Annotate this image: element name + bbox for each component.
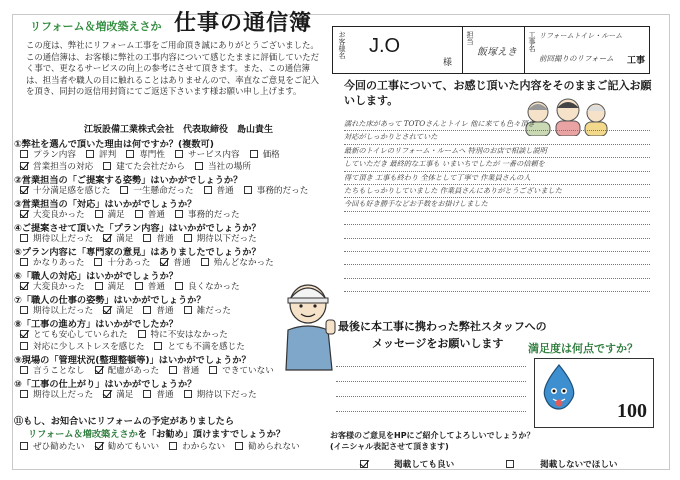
- checkbox[interactable]: [20, 258, 28, 266]
- work-name-2: 前回撮りのリフォーム: [539, 54, 614, 63]
- option[interactable]: [20, 186, 115, 196]
- comment-line: たちもしっかりしていました 作業員さんにありがとうございました: [344, 185, 650, 198]
- checkbox[interactable]: [95, 366, 103, 374]
- comment-lines: [344, 118, 650, 292]
- option-label: わからない: [182, 442, 226, 452]
- option-label: 掲載しても良い: [394, 460, 455, 470]
- worker-illustration-icon: [276, 278, 340, 374]
- checkbox[interactable]: [103, 234, 111, 242]
- option[interactable]: [360, 460, 480, 470]
- option-label: とても不満を感じた: [167, 342, 245, 352]
- question-options: [20, 364, 284, 376]
- checkbox[interactable]: [135, 210, 143, 218]
- q11-text-2: [28, 426, 285, 440]
- option-label: 満足: [107, 210, 125, 220]
- option-label: 満足: [116, 306, 134, 316]
- option-label: 普通: [173, 258, 191, 268]
- comment-line: 得て頂き 工事も終わり 全体として丁寧で 作業員さんの人: [344, 172, 650, 185]
- staff-name: 飯塚えき: [477, 47, 517, 58]
- option-label: 良くなかった: [187, 282, 240, 292]
- staff-line: [336, 352, 526, 367]
- brand-name: リフォーム＆増改築えさか: [30, 20, 162, 33]
- comment-box: [336, 78, 652, 294]
- option-label: 満足: [116, 390, 134, 400]
- option-label: プラン内容: [33, 150, 76, 160]
- header-table: [332, 26, 650, 74]
- checkbox[interactable]: [126, 150, 134, 158]
- staff-cell: [463, 27, 525, 73]
- checkbox[interactable]: [20, 210, 28, 218]
- checkbox[interactable]: [244, 186, 252, 194]
- option-label: とても安心していられた: [33, 330, 128, 340]
- left-column: [8, 6, 328, 450]
- work-name: リフォームトイレ・ルーム: [539, 32, 623, 40]
- option[interactable]: [244, 186, 314, 196]
- comment-line: 対応がしっかりとされていた: [344, 131, 650, 144]
- question-options: [20, 208, 250, 220]
- option[interactable]: [506, 460, 643, 470]
- option-label: 殆んどなかった: [213, 258, 274, 268]
- checkbox[interactable]: [20, 282, 28, 290]
- option[interactable]: [201, 258, 279, 268]
- checkbox[interactable]: [506, 460, 514, 468]
- option[interactable]: [94, 258, 155, 268]
- checkbox[interactable]: [235, 442, 243, 450]
- option-label: 十分満足感を感じた: [33, 186, 111, 196]
- option[interactable]: [169, 366, 204, 376]
- option[interactable]: [86, 150, 121, 160]
- checkbox[interactable]: [95, 442, 103, 450]
- checkbox[interactable]: [160, 258, 168, 266]
- checkbox[interactable]: [175, 150, 183, 158]
- option[interactable]: [195, 162, 256, 172]
- checkbox[interactable]: [360, 460, 368, 468]
- option[interactable]: [20, 442, 90, 452]
- satisfaction-label: 満足度は何点ですか？: [528, 342, 638, 355]
- option[interactable]: [135, 282, 170, 292]
- comment-line: 濡れた床があって TOTOさんとトイレ 他に来ても色々頂き: [344, 118, 650, 131]
- checkbox[interactable]: [143, 306, 151, 314]
- option[interactable]: [138, 330, 233, 340]
- question-9: ⑧「工事の進め方」はいかがでしたか？: [14, 319, 178, 330]
- option-label: 配慮があった: [107, 366, 160, 376]
- work-label: 工事名: [528, 31, 536, 52]
- option[interactable]: [143, 390, 178, 400]
- option-label: サービス内容: [187, 150, 240, 160]
- question-12: ⑩「工事の仕上がり」はいかがでしょうか？: [14, 379, 197, 390]
- question-3: ②営業担当の「ご提案する姿勢」はいかがでしょうか？: [14, 175, 243, 186]
- checkbox[interactable]: [20, 366, 28, 374]
- option[interactable]: [184, 234, 262, 244]
- option[interactable]: [235, 442, 305, 452]
- hp-consent-options: [360, 458, 670, 470]
- staff-prompt-line-2: メッセージをお願いします: [372, 337, 504, 350]
- question-7: ⑥「職人の対応」はいかがでしょうか？: [14, 271, 178, 282]
- checkbox[interactable]: [195, 162, 203, 170]
- question-options: [20, 148, 290, 160]
- question-options: [20, 280, 250, 292]
- comment-line: 今回も好き勝手などお手数をお掛けしました: [344, 198, 650, 211]
- option-label: 十分あった: [107, 258, 151, 268]
- comment-line: [344, 252, 650, 265]
- checkbox[interactable]: [143, 234, 151, 242]
- checkbox[interactable]: [120, 186, 128, 194]
- checkbox[interactable]: [103, 162, 111, 170]
- checkbox[interactable]: [20, 390, 28, 398]
- checkbox[interactable]: [138, 330, 146, 338]
- staff-line: [336, 397, 526, 412]
- option-label: 当社の場所: [207, 162, 251, 172]
- hp-consent-question: [330, 430, 535, 452]
- option[interactable]: [175, 210, 245, 220]
- option[interactable]: [20, 306, 98, 316]
- option[interactable]: [20, 210, 90, 220]
- company-signature: 江坂設備工業株式会社 代表取締役 島山貴生: [84, 125, 274, 135]
- question-options: [20, 304, 241, 316]
- option[interactable]: [126, 150, 170, 160]
- hp-question-line-2: (イニシャル表記させて頂きます): [330, 442, 449, 451]
- checkbox[interactable]: [95, 210, 103, 218]
- hp-question-line-1: お客様のご意見をHPにご紹介してよろしいでしょうか？: [330, 431, 535, 440]
- checkbox[interactable]: [103, 390, 111, 398]
- option-label: 普通: [182, 366, 200, 376]
- option-label: 一生懸命だった: [133, 186, 194, 196]
- option-label: 期待以下だった: [196, 234, 257, 244]
- option[interactable]: [20, 234, 98, 244]
- q11-text: ⑪もし、お知合いにリフォームの予定がありましたら: [14, 416, 235, 427]
- question-options: [20, 340, 255, 352]
- option[interactable]: [20, 282, 90, 292]
- checkbox[interactable]: [20, 330, 28, 338]
- question-6: ⑤プラン内容に「専門家の意見」はありましたでしょうか？: [14, 247, 261, 258]
- staff-line: [336, 382, 526, 397]
- option-label: 特に不安はなかった: [150, 330, 228, 340]
- staff-label: 担当: [466, 31, 474, 45]
- option-label: 大変良かった: [33, 282, 85, 292]
- option-label: 大変良かった: [33, 210, 85, 220]
- comment-line: していただき 最終的な工事も いまいちでしたが 一番の信頼を: [344, 158, 650, 171]
- checkbox[interactable]: [250, 150, 258, 158]
- checkbox[interactable]: [20, 306, 28, 314]
- question-options: [20, 256, 284, 268]
- checkbox[interactable]: [175, 282, 183, 290]
- option-label: 言うことなし: [33, 366, 85, 376]
- option[interactable]: [250, 150, 285, 160]
- checkbox[interactable]: [154, 342, 162, 350]
- option-label: かなりあった: [33, 258, 85, 268]
- staff-prompt-line-1: 最後に本工事に携わった弊社スタッフへの: [338, 320, 547, 333]
- comment-line: [344, 265, 650, 278]
- staff-message-lines: [336, 352, 526, 412]
- option-label: 掲載しないでほしい: [540, 460, 618, 470]
- option-label: 普通: [216, 186, 234, 196]
- option[interactable]: [154, 342, 249, 352]
- intro-text: この度は、弊社にリフォーム工事をご用命頂き誠にありがとうございました。この通信簿は、お客様に弊社の工事内容について感じたままに評価していただく事で、更なるサービスの向上の参考にさせて頂きます。また、この通信簿は、担当者や職人の目に触れることはありませんので、率直なご意見をご記入を頂き、同封の返信用封筒にてご返送下さいます様お願い申し上げます。: [26, 40, 319, 97]
- satisfaction-box: [534, 358, 654, 428]
- option-label: 満足: [107, 282, 125, 292]
- work-cell: [525, 27, 649, 73]
- option[interactable]: [120, 186, 198, 196]
- option-label: 満足: [116, 234, 134, 244]
- option-label: 普通: [156, 306, 174, 316]
- option-label: 対応に少しストレスを感じた: [33, 342, 145, 352]
- option[interactable]: [20, 330, 133, 340]
- option[interactable]: [95, 366, 164, 376]
- checkbox[interactable]: [184, 390, 192, 398]
- option[interactable]: [184, 390, 262, 400]
- question-8: ⑦「職人の仕事の姿勢」はいかがでしょうか？: [14, 295, 206, 306]
- checkbox[interactable]: [184, 306, 192, 314]
- option[interactable]: [184, 306, 236, 316]
- question-options: [20, 328, 238, 340]
- checkbox[interactable]: [175, 210, 183, 218]
- option-label: 事務的だった: [187, 210, 240, 220]
- option[interactable]: [20, 258, 89, 268]
- option-label: 事務的だった: [256, 186, 309, 196]
- satisfaction-score: 100: [617, 400, 647, 422]
- option-label: 普通: [156, 234, 174, 244]
- option[interactable]: [169, 442, 230, 452]
- option-label: 普通: [156, 390, 174, 400]
- question-5: ④ご提案させて頂いた「プラン内容」はいかがでしょうか？: [14, 223, 261, 234]
- option-label: 勧めてもいい: [107, 442, 160, 452]
- option[interactable]: [135, 210, 170, 220]
- option[interactable]: [143, 306, 178, 316]
- option[interactable]: [95, 442, 165, 452]
- option[interactable]: [20, 342, 149, 352]
- option[interactable]: [103, 234, 138, 244]
- staff-line: [336, 367, 526, 382]
- option-label: ぜひ勧めたい: [33, 442, 85, 452]
- comment-line: 最新のトイレのリフォーム・ルームへ 特別のお店で相談し説明: [344, 145, 650, 158]
- checkbox[interactable]: [20, 150, 28, 158]
- checkbox[interactable]: [20, 442, 28, 450]
- option-label: 期待以上だった: [33, 390, 94, 400]
- checkbox[interactable]: [20, 162, 28, 170]
- option-label: 専門性: [139, 150, 165, 160]
- checkbox[interactable]: [20, 234, 28, 242]
- option[interactable]: [143, 234, 178, 244]
- checkbox[interactable]: [95, 282, 103, 290]
- checkbox[interactable]: [135, 282, 143, 290]
- option-label: 勧められない: [248, 442, 300, 452]
- option[interactable]: [20, 366, 90, 376]
- option[interactable]: [20, 162, 98, 172]
- checkbox[interactable]: [184, 234, 192, 242]
- checkbox[interactable]: [94, 258, 102, 266]
- option-label: 価格: [262, 150, 280, 160]
- checkbox[interactable]: [143, 390, 151, 398]
- option[interactable]: [209, 366, 279, 376]
- comment-line: [344, 279, 650, 292]
- checkbox[interactable]: [169, 442, 177, 450]
- question-options: [20, 184, 318, 196]
- page-title: 仕事の通信簿: [174, 11, 313, 36]
- option[interactable]: [20, 390, 98, 400]
- option-label: 雑だった: [196, 306, 231, 316]
- checkbox[interactable]: [20, 342, 28, 350]
- option-label: 評判: [98, 150, 117, 160]
- option-label: 普通: [147, 282, 165, 292]
- option-label: 普通: [147, 210, 165, 220]
- option[interactable]: [175, 150, 245, 160]
- staff-message-prompt: [338, 318, 547, 352]
- question-options: [20, 232, 267, 244]
- q11-suffix: を「お勧め」頂けますでしょうか？: [137, 429, 286, 440]
- question-options: [20, 160, 261, 172]
- checkbox[interactable]: [86, 150, 94, 158]
- comment-line: [344, 225, 650, 238]
- q11-brand: リフォーム＆増改築えさか: [28, 429, 138, 440]
- checkbox[interactable]: [169, 366, 177, 374]
- comment-prompt: 今回の工事について、お感じ頂いた内容をそのままご記入お願いします。: [344, 79, 652, 107]
- q11-options: [20, 440, 310, 452]
- option-label: できていない: [222, 366, 274, 376]
- option-label: 建てた会社だから: [116, 162, 185, 172]
- checkbox[interactable]: [201, 258, 209, 266]
- option[interactable]: [204, 186, 239, 196]
- checkbox[interactable]: [204, 186, 212, 194]
- option[interactable]: [20, 150, 81, 160]
- question-4: ③営業担当の「対応」はいかがでしょうか？: [14, 199, 197, 210]
- customer-honorific: 様: [443, 58, 453, 68]
- option-label: 期待以上だった: [33, 306, 94, 316]
- option[interactable]: [95, 282, 130, 292]
- checkbox[interactable]: [209, 366, 217, 374]
- mascot-icon: [539, 363, 579, 411]
- comment-line: [344, 212, 650, 225]
- option[interactable]: [175, 282, 245, 292]
- option[interactable]: [103, 162, 190, 172]
- customer-cell: [333, 27, 463, 73]
- option[interactable]: [103, 390, 138, 400]
- option-label: 期待以上だった: [33, 234, 94, 244]
- customer-name: J.O: [369, 35, 401, 57]
- comment-line: [344, 239, 650, 252]
- option[interactable]: [103, 306, 138, 316]
- question-1: ①弊社を選んで頂いた理由は何ですか？(複数可): [14, 139, 214, 150]
- question-options: [20, 388, 267, 400]
- question-11: ⑨現場の「管理状況(整理整頓等)」はいかがでしょうか？: [14, 355, 251, 366]
- option-label: 営業担当の対応: [33, 162, 94, 172]
- work-suffix: 工事: [626, 56, 645, 66]
- customer-label: お客様名: [338, 31, 346, 59]
- option-label: 期待以下だった: [196, 390, 257, 400]
- checkbox[interactable]: [20, 186, 28, 194]
- checkbox[interactable]: [103, 306, 111, 314]
- option[interactable]: [160, 258, 195, 268]
- option[interactable]: [95, 210, 130, 220]
